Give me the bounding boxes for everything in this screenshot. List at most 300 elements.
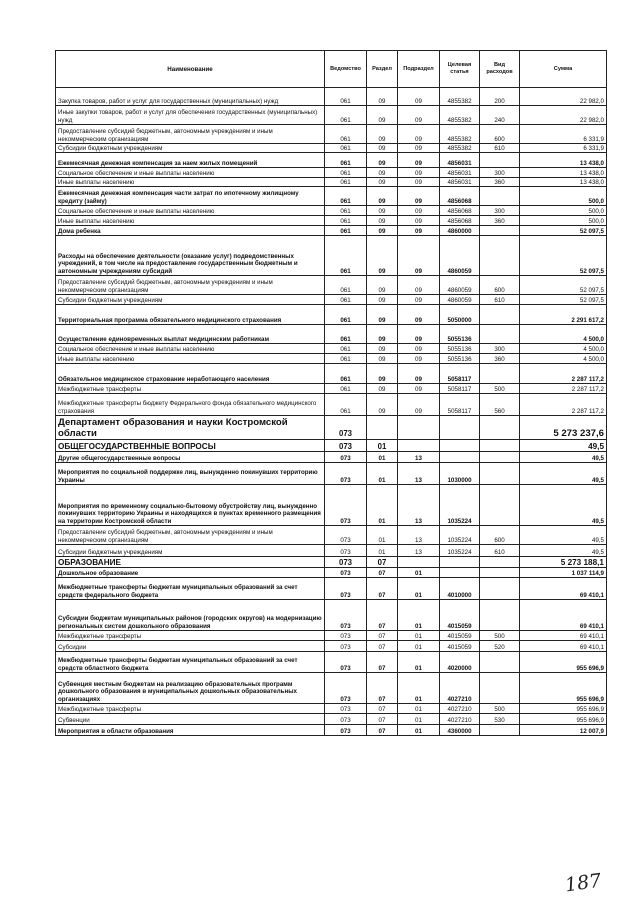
row-exp <box>480 578 520 600</box>
row-section: 09 <box>367 106 398 125</box>
table-row <box>56 578 607 600</box>
row-name: Ежемесячная денежная компенсация части затрат по ипотечному жилищному кредиту (займу) <box>56 187 325 206</box>
row-name: Департамент образования и науки Костромской области <box>56 416 325 440</box>
row-target: 4010000 <box>440 578 480 600</box>
row-exp: 360 <box>480 216 520 226</box>
row-name: Межбюджетные трансферты бюджетам муниципальных образований за счет средств областного бюджета <box>56 652 325 673</box>
row-sum: 5 273 188,1 <box>520 557 607 568</box>
row-name: Социальное обеспечение и иные выплаты населению <box>56 168 325 178</box>
row-dept: 061 <box>325 226 367 236</box>
row-sum: 49,5 <box>520 440 607 452</box>
table-row <box>56 673 607 704</box>
table-row <box>56 144 607 153</box>
table-row <box>56 568 607 578</box>
row-target <box>440 440 480 452</box>
row-subsection: 01 <box>398 568 440 578</box>
row-exp: 360 <box>480 178 520 187</box>
row-section: 07 <box>367 631 398 641</box>
row-name: Межбюджетные трансферты бюджетам муниципальных образований за счет средств федерального бюджета <box>56 578 325 600</box>
row-target: 4856031 <box>440 153 480 168</box>
row-section: 07 <box>367 714 398 725</box>
table-row <box>56 416 607 440</box>
row-subsection: 09 <box>398 125 440 144</box>
row-exp <box>480 187 520 206</box>
table-row <box>56 631 607 641</box>
row-sum: 955 696,9 <box>520 652 607 673</box>
row-name: Дома ребенка <box>56 226 325 236</box>
row-dept: 061 <box>325 206 367 216</box>
row-dept: 073 <box>325 714 367 725</box>
row-section: 09 <box>367 325 398 344</box>
row-sum: 69 410,1 <box>520 578 607 600</box>
row-dept: 061 <box>325 106 367 125</box>
table-row <box>56 206 607 216</box>
row-exp: 500 <box>480 631 520 641</box>
table-row <box>56 641 607 652</box>
row-sum: 1 037 114,9 <box>520 568 607 578</box>
row-target: 5055136 <box>440 344 480 354</box>
row-exp: 560 <box>480 394 520 416</box>
row-target <box>440 557 480 568</box>
row-name: Дошкольное образование <box>56 568 325 578</box>
row-section: 09 <box>367 344 398 354</box>
row-exp <box>480 305 520 325</box>
table-row <box>56 125 607 144</box>
row-name: Межбюджетные трансферты бюджету Федерального фонда обязательного медицинского страхования <box>56 394 325 416</box>
table-row <box>56 236 607 276</box>
row-target: 4856068 <box>440 216 480 226</box>
row-section: 09 <box>367 125 398 144</box>
row-subsection: 13 <box>398 452 440 463</box>
table-row <box>56 526 607 545</box>
row-dept: 061 <box>325 325 367 344</box>
row-sum: 6 331,9 <box>520 144 607 153</box>
row-dept: 073 <box>325 673 367 704</box>
header-sum: Сумма <box>520 51 607 88</box>
row-name: Предоставление субсидий бюджетным, автономным учреждениям и иным некоммерческим организациям <box>56 276 325 295</box>
table-row <box>56 325 607 344</box>
row-exp: 300 <box>480 168 520 178</box>
row-dept: 073 <box>325 463 367 485</box>
row-target: 1035224 <box>440 545 480 557</box>
row-dept: 061 <box>325 305 367 325</box>
row-exp <box>480 325 520 344</box>
table-row <box>56 168 607 178</box>
row-target: 1030000 <box>440 463 480 485</box>
header-subsection: Подраздел <box>398 51 440 88</box>
row-exp <box>480 440 520 452</box>
row-section: 07 <box>367 704 398 714</box>
row-dept: 073 <box>325 652 367 673</box>
row-exp: 300 <box>480 206 520 216</box>
row-section: 09 <box>367 187 398 206</box>
row-name: Территориальная программа обязательного медицинского страхования <box>56 305 325 325</box>
row-sum: 49,5 <box>520 485 607 526</box>
row-target: 4027210 <box>440 673 480 704</box>
row-sum: 22 982,0 <box>520 106 607 125</box>
table-row <box>56 725 607 736</box>
row-exp <box>480 673 520 704</box>
row-subsection: 01 <box>398 714 440 725</box>
row-subsection: 01 <box>398 578 440 600</box>
row-target: 4856031 <box>440 168 480 178</box>
row-target: 4015059 <box>440 641 480 652</box>
row-dept: 061 <box>325 295 367 305</box>
row-target: 4020000 <box>440 652 480 673</box>
table-row <box>56 652 607 673</box>
row-section: 09 <box>367 305 398 325</box>
row-section: 07 <box>367 652 398 673</box>
row-target: 4860000 <box>440 226 480 236</box>
row-target <box>440 568 480 578</box>
row-subsection <box>398 557 440 568</box>
row-exp: 600 <box>480 125 520 144</box>
row-exp: 500 <box>480 384 520 394</box>
row-exp: 610 <box>480 295 520 305</box>
row-dept: 061 <box>325 216 367 226</box>
row-subsection: 09 <box>398 394 440 416</box>
row-sum: 500,0 <box>520 187 607 206</box>
table-row <box>56 305 607 325</box>
row-subsection: 01 <box>398 631 440 641</box>
row-section: 09 <box>367 295 398 305</box>
row-subsection: 01 <box>398 652 440 673</box>
row-sum: 4 500,0 <box>520 354 607 364</box>
row-sum: 5 273 237,6 <box>520 416 607 440</box>
row-target: 5055136 <box>440 325 480 344</box>
table-row <box>56 463 607 485</box>
row-name: Ежемесячная денежная компенсация за наем жилых помещений <box>56 153 325 168</box>
row-target: 4027210 <box>440 704 480 714</box>
row-subsection: 09 <box>398 295 440 305</box>
row-name: Предоставление субсидий бюджетным, автономным учреждениям и иным некоммерческим организациям <box>56 125 325 144</box>
table-row <box>56 384 607 394</box>
row-exp: 200 <box>480 88 520 106</box>
row-sum: 13 438,0 <box>520 178 607 187</box>
row-dept: 061 <box>325 187 367 206</box>
row-target: 4027210 <box>440 714 480 725</box>
row-dept: 073 <box>325 600 367 631</box>
row-sum: 22 982,0 <box>520 88 607 106</box>
row-dept: 073 <box>325 485 367 526</box>
table-row <box>56 216 607 226</box>
row-section: 01 <box>367 463 398 485</box>
row-target: 4855382 <box>440 88 480 106</box>
row-name: Социальное обеспечение и иные выплаты населению <box>56 206 325 216</box>
row-exp <box>480 568 520 578</box>
row-target: 5058117 <box>440 394 480 416</box>
row-target: 5050000 <box>440 305 480 325</box>
row-sum: 4 500,0 <box>520 325 607 344</box>
row-sum: 4 500,0 <box>520 344 607 354</box>
table-row <box>56 88 607 106</box>
row-name: Закупка товаров, работ и услуг для государственных (муниципальных) нужд <box>56 88 325 106</box>
row-section: 09 <box>367 144 398 153</box>
row-exp: 530 <box>480 714 520 725</box>
row-section: 01 <box>367 440 398 452</box>
row-section: 09 <box>367 88 398 106</box>
row-name: Субсидии бюджетным учреждениям <box>56 295 325 305</box>
row-sum: 500,0 <box>520 206 607 216</box>
table-row <box>56 276 607 295</box>
table-row <box>56 600 607 631</box>
row-section: 07 <box>367 725 398 736</box>
row-exp: 300 <box>480 344 520 354</box>
row-sum: 500,0 <box>520 216 607 226</box>
row-section: 09 <box>367 178 398 187</box>
table-row <box>56 440 607 452</box>
row-sum: 2 287 117,2 <box>520 384 607 394</box>
row-exp <box>480 725 520 736</box>
row-subsection: 01 <box>398 600 440 631</box>
row-exp: 610 <box>480 144 520 153</box>
row-section: 09 <box>367 236 398 276</box>
row-subsection <box>398 416 440 440</box>
row-subsection: 01 <box>398 673 440 704</box>
table-row <box>56 354 607 364</box>
table-row <box>56 187 607 206</box>
row-name: Субсидии бюджетам муниципальных районов (городских округов) на модернизацию региональных систем дошкольного образования <box>56 600 325 631</box>
row-target: 4856068 <box>440 206 480 216</box>
row-dept: 073 <box>325 440 367 452</box>
row-name: Мероприятия в области образования <box>56 725 325 736</box>
table-row <box>56 545 607 557</box>
row-dept: 061 <box>325 394 367 416</box>
row-subsection: 09 <box>398 206 440 216</box>
row-dept: 061 <box>325 276 367 295</box>
row-target: 1035224 <box>440 485 480 526</box>
row-dept: 073 <box>325 416 367 440</box>
row-dept: 061 <box>325 178 367 187</box>
row-sum: 52 097,5 <box>520 295 607 305</box>
row-target: 4855382 <box>440 144 480 153</box>
header-name: Наименование <box>56 51 325 88</box>
row-dept: 061 <box>325 153 367 168</box>
row-section: 07 <box>367 641 398 652</box>
row-exp <box>480 452 520 463</box>
row-dept: 073 <box>325 526 367 545</box>
row-subsection: 09 <box>398 187 440 206</box>
row-section: 09 <box>367 216 398 226</box>
row-subsection: 01 <box>398 725 440 736</box>
table-body <box>56 88 607 736</box>
row-section: 07 <box>367 600 398 631</box>
row-section: 01 <box>367 452 398 463</box>
row-subsection: 09 <box>398 344 440 354</box>
header-target: Целевая статья <box>440 51 480 88</box>
budget-table <box>55 50 607 736</box>
row-target: 4015059 <box>440 600 480 631</box>
row-section: 07 <box>367 673 398 704</box>
row-dept: 061 <box>325 236 367 276</box>
row-target: 4855382 <box>440 106 480 125</box>
table-row <box>56 394 607 416</box>
row-name: ОБЩЕГОСУДАРСТВЕННЫЕ ВОПРОСЫ <box>56 440 325 452</box>
row-sum: 955 696,9 <box>520 704 607 714</box>
row-target: 1035224 <box>440 526 480 545</box>
row-subsection: 09 <box>398 276 440 295</box>
row-subsection: 13 <box>398 485 440 526</box>
row-target: 4855382 <box>440 125 480 144</box>
row-dept: 073 <box>325 631 367 641</box>
row-exp: 240 <box>480 106 520 125</box>
row-target <box>440 452 480 463</box>
row-exp <box>480 463 520 485</box>
row-name: ОБРАЗОВАНИЕ <box>56 557 325 568</box>
row-subsection: 09 <box>398 305 440 325</box>
row-sum: 49,5 <box>520 463 607 485</box>
row-subsection: 13 <box>398 545 440 557</box>
row-subsection: 09 <box>398 153 440 168</box>
row-sum: 2 291 617,2 <box>520 305 607 325</box>
row-sum: 49,5 <box>520 452 607 463</box>
row-section: 09 <box>367 168 398 178</box>
row-sum: 955 696,9 <box>520 673 607 704</box>
row-exp <box>480 557 520 568</box>
table-header-row <box>56 51 607 88</box>
row-dept: 073 <box>325 641 367 652</box>
row-section: 09 <box>367 226 398 236</box>
row-target: 4860059 <box>440 236 480 276</box>
row-exp: 610 <box>480 545 520 557</box>
row-dept: 061 <box>325 88 367 106</box>
row-target: 4015059 <box>440 631 480 641</box>
row-dept: 073 <box>325 545 367 557</box>
row-exp: 600 <box>480 526 520 545</box>
row-section: 09 <box>367 384 398 394</box>
row-dept: 073 <box>325 578 367 600</box>
row-subsection: 09 <box>398 226 440 236</box>
row-dept: 073 <box>325 557 367 568</box>
row-name: Иные выплаты населению <box>56 216 325 226</box>
row-sum: 52 097,5 <box>520 236 607 276</box>
row-target: 4860059 <box>440 276 480 295</box>
table-row <box>56 485 607 526</box>
row-dept: 073 <box>325 568 367 578</box>
row-section <box>367 416 398 440</box>
table-row <box>56 714 607 725</box>
row-dept: 061 <box>325 384 367 394</box>
row-dept: 061 <box>325 144 367 153</box>
row-subsection: 01 <box>398 641 440 652</box>
row-name: Субсидии бюджетным учреждениям <box>56 545 325 557</box>
row-exp <box>480 226 520 236</box>
row-sum: 52 097,5 <box>520 276 607 295</box>
row-name: Обязательное медицинское страхование неработающего населения <box>56 364 325 384</box>
row-section: 09 <box>367 276 398 295</box>
row-section: 01 <box>367 526 398 545</box>
row-sum: 69 410,1 <box>520 600 607 631</box>
row-name: Субвенции <box>56 714 325 725</box>
row-dept: 061 <box>325 344 367 354</box>
row-name: Мероприятия по временному социально-бытовому обустройству лиц, вынужденно покинувших территорию Украины и находящихся в пунктах временного размещения на территории Костромской области <box>56 485 325 526</box>
row-name: Предоставление субсидий бюджетным, автономным учреждениям и иным некоммерческим организациям <box>56 526 325 545</box>
row-target: 5055136 <box>440 354 480 364</box>
row-subsection: 13 <box>398 526 440 545</box>
row-sum: 49,5 <box>520 545 607 557</box>
table-row <box>56 364 607 384</box>
row-subsection: 09 <box>398 325 440 344</box>
row-sum: 955 696,9 <box>520 714 607 725</box>
row-dept: 073 <box>325 704 367 714</box>
table-row <box>56 557 607 568</box>
table-row <box>56 153 607 168</box>
row-name: Субсидии <box>56 641 325 652</box>
row-subsection: 09 <box>398 384 440 394</box>
row-name: Субсидии бюджетным учреждениям <box>56 144 325 153</box>
row-name: Субвенция местным бюджетам на реализацию образовательных программ дошкольного образования в муниципальных дошкольных образовательных организациях <box>56 673 325 704</box>
row-subsection: 09 <box>398 216 440 226</box>
row-exp: 500 <box>480 704 520 714</box>
row-subsection: 09 <box>398 178 440 187</box>
row-sum: 13 438,0 <box>520 153 607 168</box>
row-dept: 073 <box>325 452 367 463</box>
row-sum: 2 287 117,2 <box>520 364 607 384</box>
row-sum: 69 410,1 <box>520 641 607 652</box>
row-exp <box>480 416 520 440</box>
row-name: Иные выплаты населению <box>56 178 325 187</box>
row-section: 09 <box>367 364 398 384</box>
table-row <box>56 452 607 463</box>
row-name: Иные выплаты населению <box>56 354 325 364</box>
row-exp <box>480 236 520 276</box>
row-name: Расходы на обеспечение деятельности (оказание услуг) подведомственных учреждений, в том числе на предоставление государственным бюджетным и автономным учреждениям субсидий <box>56 236 325 276</box>
row-dept: 061 <box>325 354 367 364</box>
row-exp: 600 <box>480 276 520 295</box>
row-target <box>440 416 480 440</box>
header-section: Раздел <box>367 51 398 88</box>
row-section: 09 <box>367 354 398 364</box>
page-number: 187 <box>563 869 603 897</box>
table-row <box>56 704 607 714</box>
row-subsection: 09 <box>398 144 440 153</box>
row-subsection: 09 <box>398 88 440 106</box>
row-dept: 061 <box>325 364 367 384</box>
row-name: Межбюджетные трансферты <box>56 384 325 394</box>
row-sum: 2 287 117,2 <box>520 394 607 416</box>
row-exp <box>480 600 520 631</box>
row-target: 4860059 <box>440 295 480 305</box>
row-sum: 52 097,5 <box>520 226 607 236</box>
row-section: 09 <box>367 153 398 168</box>
row-target: 5058117 <box>440 384 480 394</box>
row-section: 01 <box>367 485 398 526</box>
header-dept: Ведомство <box>325 51 367 88</box>
row-target: 4856031 <box>440 178 480 187</box>
row-exp <box>480 153 520 168</box>
row-name: Осуществление единовременных выплат медицинским работникам <box>56 325 325 344</box>
row-dept: 073 <box>325 725 367 736</box>
table-row <box>56 226 607 236</box>
row-section: 09 <box>367 206 398 216</box>
row-section: 01 <box>367 545 398 557</box>
row-subsection: 09 <box>398 364 440 384</box>
row-section: 09 <box>367 394 398 416</box>
row-dept: 061 <box>325 125 367 144</box>
row-name: Мероприятия по социальной поддержке лиц, вынужденно покинувших территорию Украины <box>56 463 325 485</box>
row-target: 4360000 <box>440 725 480 736</box>
row-subsection: 13 <box>398 463 440 485</box>
row-sum: 13 438,0 <box>520 168 607 178</box>
row-sum: 6 331,9 <box>520 125 607 144</box>
row-subsection: 09 <box>398 354 440 364</box>
row-sum: 69 410,1 <box>520 631 607 641</box>
row-name: Социальное обеспечение и иные выплаты населению <box>56 344 325 354</box>
table-row <box>56 344 607 354</box>
row-section: 07 <box>367 578 398 600</box>
table-row <box>56 106 607 125</box>
row-target: 4856068 <box>440 187 480 206</box>
